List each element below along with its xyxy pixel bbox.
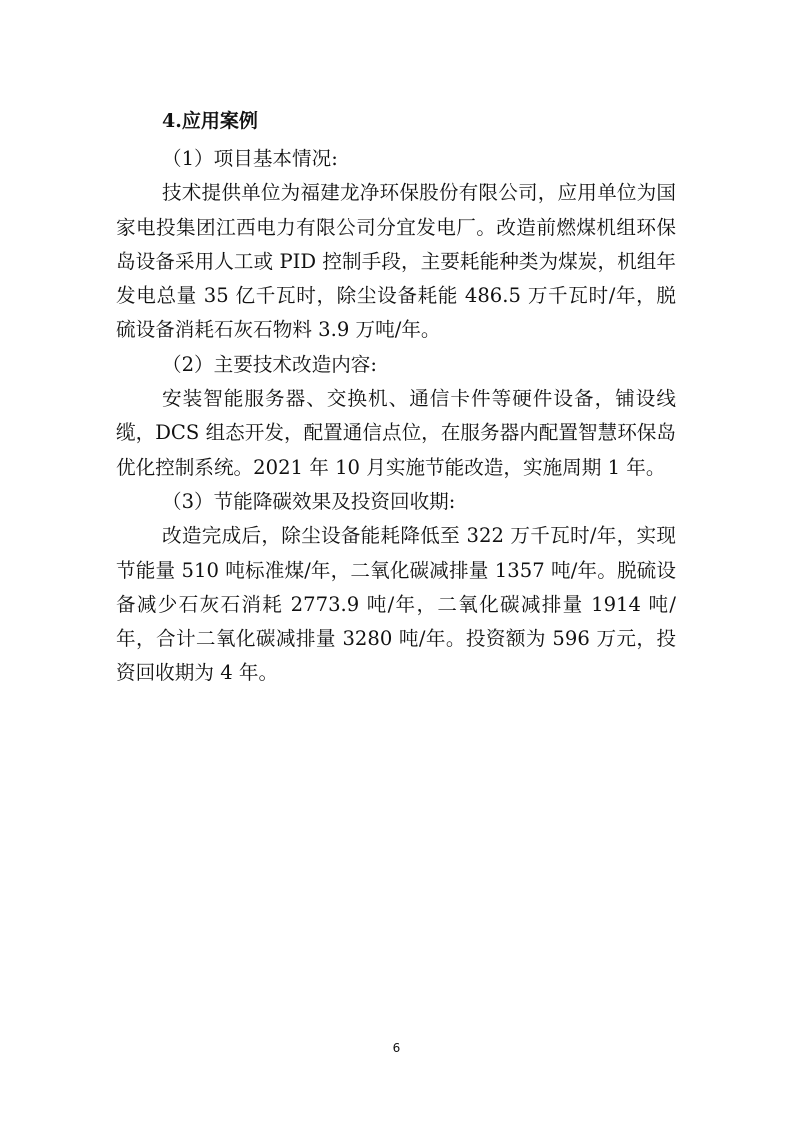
subheading-renovation-content: （2）主要技术改造内容:: [162, 352, 378, 376]
paragraph-energy-saving-effect: 改造完成后，除尘设备能耗降低至 322 万千瓦时/年，实现节能量 510 吨标准煤/年，二氧化碳减排量 1357 吨/年。脱硫设备减少石灰石消耗 2773.9 吨/年，二氧化碳减排量 1914 吨/年，合计二氧化碳减排量 3280 吨/年。投资额为 596 万元，投资回收期为 4 年。: [116, 524, 676, 685]
section-heading: 4.应用案例: [162, 110, 258, 132]
paragraph-renovation-content: 安装智能服务器、交换机、通信卡件等硬件设备，铺设线缆，DCS 组态开发，配置通信点位，在服务器内配置智慧环保岛优化控制系统。2021 年 10 月实施节能改造，实施周期 1 年。: [116, 387, 676, 479]
section-body: [116, 142, 676, 691]
subheading-energy-saving-effect: （3）节能降碳效果及投资回收期:: [162, 489, 456, 513]
paragraph-project-overview: 技术提供单位为福建龙净环保股份有限公司，应用单位为国家电投集团江西电力有限公司分宜发电厂。改造前燃煤机组环保岛设备采用人工或 PID 控制手段，主要耗能种类为煤炭，机组年发电总量 35 亿千瓦时，除尘设备耗能 486.5 万千瓦时/年，脱硫设备消耗石灰石物料 3.9 万吨/年。: [116, 181, 676, 342]
subheading-project-overview: （1）项目基本情况:: [162, 147, 338, 170]
page-number: 6: [392, 1041, 401, 1055]
